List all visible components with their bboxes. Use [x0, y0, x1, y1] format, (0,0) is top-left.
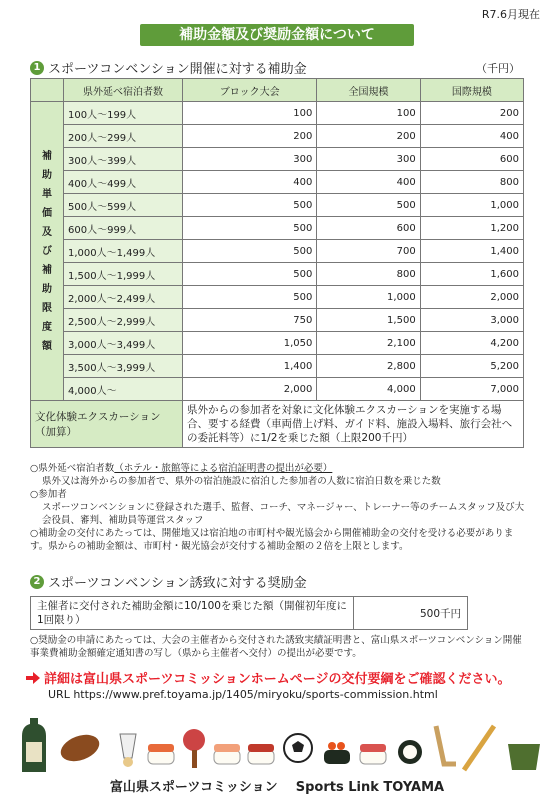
- footer-org-jp: 富山県スポーツコミッション: [109, 780, 278, 795]
- incentive-label: 主催者に交付された補助金額に10/100を乗じた額（開催初年度に1回限り）: [31, 597, 354, 630]
- subsidy-table: [30, 78, 524, 448]
- block-cell: 500: [183, 194, 317, 217]
- excursion-body: 県外からの参加者を対象に文化体験エクスカーションを実施する場合、要する経費（車両借上げ料、ガイド料、施設入場料、旅行会社への委託料等）に1/2を乗じた額（上限200千円）: [183, 401, 524, 448]
- roe-sushi-icon: [324, 742, 350, 764]
- section2-title: スポーツコンベンション誘致に対する奨励金: [48, 576, 307, 591]
- international-cell: 600: [420, 148, 523, 171]
- note1-underline: （ホテル・旅館等による宿泊証明書の提出が必要）: [114, 463, 333, 474]
- hockey-stick-icon: [436, 726, 456, 764]
- range-cell: 3,500人～3,999人: [64, 355, 183, 378]
- block-cell: 1,400: [183, 355, 317, 378]
- table-row: [31, 355, 524, 378]
- national-cell: 100: [317, 102, 420, 125]
- soccer-ball-icon: [284, 734, 312, 762]
- national-cell: 300: [317, 148, 420, 171]
- block-cell: 400: [183, 171, 317, 194]
- international-cell: 4,200: [420, 332, 523, 355]
- national-cell: 1,500: [317, 309, 420, 332]
- note3: ○補助金の交付にあたっては、開催地又は宿泊地の市町村や観光協会から開催補助金の交付を受ける必要があります。県からの補助金額は、市町村・観光協会が交付する補助金額の２倍を上限とします。: [30, 528, 514, 552]
- block-cell: 500: [183, 217, 317, 240]
- shuttlecock-icon: [120, 734, 136, 767]
- table-row: [31, 332, 524, 355]
- table-row: [31, 125, 524, 148]
- table-row: [31, 240, 524, 263]
- block-cell: 100: [183, 102, 317, 125]
- range-cell: 3,000人～3,499人: [64, 332, 183, 355]
- international-cell: 3,000: [420, 309, 523, 332]
- block-cell: 300: [183, 148, 317, 171]
- sake-bottle-icon: [22, 718, 46, 772]
- block-cell: 500: [183, 240, 317, 263]
- excursion-row: [31, 401, 524, 448]
- maki-sushi-icon: [398, 740, 422, 764]
- national-cell: 700: [317, 240, 420, 263]
- sushi-icon: [148, 744, 174, 764]
- cta-text: 詳細は富山県スポーツコミッションホームページの交付要綱をご確認ください。: [44, 672, 511, 687]
- table-row: [31, 286, 524, 309]
- international-cell: 7,000: [420, 378, 523, 401]
- excursion-label: 文化体験エクスカーション（加算）: [31, 401, 183, 448]
- block-cell: 200: [183, 125, 317, 148]
- sushi-icon: [360, 744, 386, 764]
- block-cell: 1,050: [183, 332, 317, 355]
- range-cell: 2,500人～2,999人: [64, 309, 183, 332]
- national-cell: 2,800: [317, 355, 420, 378]
- date-label: R7.6月現在: [481, 8, 540, 21]
- kendo-sword-icon: [464, 726, 494, 770]
- range-cell: 1,500人～1,999人: [64, 263, 183, 286]
- table-row: [31, 148, 524, 171]
- international-cell: 5,200: [420, 355, 523, 378]
- national-cell: 800: [317, 263, 420, 286]
- international-cell: 200: [420, 102, 523, 125]
- table-row: [31, 378, 524, 401]
- table-row: [31, 263, 524, 286]
- block-cell: 500: [183, 263, 317, 286]
- section2-heading: [30, 572, 307, 591]
- header-national: 全国規模: [317, 79, 420, 102]
- range-cell: 200人～299人: [64, 125, 183, 148]
- table-row: [31, 102, 524, 125]
- block-cell: 750: [183, 309, 317, 332]
- table-row: [31, 171, 524, 194]
- block-cell: 500: [183, 286, 317, 309]
- rugby-ball-icon: [57, 730, 103, 766]
- range-cell: 1,000人～1,499人: [64, 240, 183, 263]
- section1-number: 1: [30, 61, 44, 75]
- cta: [26, 668, 510, 687]
- header-international: 国際規模: [420, 79, 523, 102]
- ping-pong-paddle-icon: [183, 729, 205, 768]
- international-cell: 1,600: [420, 263, 523, 286]
- section1-heading: [30, 58, 307, 77]
- national-cell: 200: [317, 125, 420, 148]
- header-block: ブロック大会: [183, 79, 317, 102]
- block-cell: 2,000: [183, 378, 317, 401]
- sushi-icon: [248, 744, 274, 764]
- sports-food-illustration: [8, 714, 546, 776]
- national-cell: 4,000: [317, 378, 420, 401]
- notes: [30, 462, 528, 553]
- range-cell: 2,000人～2,499人: [64, 286, 183, 309]
- international-cell: 800: [420, 171, 523, 194]
- header-guests: 県外延べ宿泊者数: [64, 79, 183, 102]
- note1-body: 県外又は海外からの参加者で、県外の宿泊施設に宿泊した参加者の人数に宿泊日数を乗じた数: [42, 476, 441, 487]
- note2-head: ○参加者: [30, 489, 67, 500]
- range-cell: 500人～599人: [64, 194, 183, 217]
- page-title: 補助金額及び奨励金額について: [140, 24, 414, 46]
- sushi-icon: [214, 744, 240, 764]
- footer: [0, 776, 554, 800]
- incentive-value: 500千円: [354, 597, 468, 630]
- national-cell: 600: [317, 217, 420, 240]
- national-cell: 400: [317, 171, 420, 194]
- range-cell: 300人～399人: [64, 148, 183, 171]
- international-cell: 1,000: [420, 194, 523, 217]
- range-cell: 400人～499人: [64, 171, 183, 194]
- incentive-table: [30, 596, 468, 630]
- tea-cup-icon: [508, 744, 540, 770]
- international-cell: 1,400: [420, 240, 523, 263]
- arrow-right-icon: [26, 672, 40, 684]
- section2-number: 2: [30, 575, 44, 589]
- note1-head: ○県外延べ宿泊者数: [30, 463, 115, 474]
- range-cell: 600人～999人: [64, 217, 183, 240]
- national-cell: 2,100: [317, 332, 420, 355]
- table-row: [31, 194, 524, 217]
- range-cell: 100人～199人: [64, 102, 183, 125]
- incentive-note: [30, 634, 528, 660]
- incentive-note-text: ○奨励金の申請にあたっては、大会の主催者から交付された誘致実績証明書と、富山県スポーツコンベンション開催事業費補助金額確定通知書の写し（県から主催者へ交付）の提出が必要です。: [30, 635, 522, 659]
- footer-org-en: Sports Link TOYAMA: [295, 780, 445, 795]
- national-cell: 500: [317, 194, 420, 217]
- table-header-row: [31, 79, 524, 102]
- national-cell: 1,000: [317, 286, 420, 309]
- note2-body: スポーツコンベンションに登録された選手、監督、コーチ、マネージャー、トレーナー等のチームスタッフ及び大会役員、審判、補助員等運営スタッフ: [42, 502, 525, 526]
- range-cell: 4,000人～: [64, 378, 183, 401]
- international-cell: 400: [420, 125, 523, 148]
- table-row: [31, 309, 524, 332]
- section1-title: スポーツコンベンション開催に対する補助金: [48, 62, 307, 77]
- international-cell: 2,000: [420, 286, 523, 309]
- url-link[interactable]: URL https://www.pref.toyama.jp/1405/miryoku/sports-commission.html: [48, 688, 438, 701]
- international-cell: 1,200: [420, 217, 523, 240]
- unit-label: （千円）: [476, 62, 520, 75]
- table-row: [31, 217, 524, 240]
- category-label: 補 助 単 価 及 び 補 助 限 度 額: [31, 102, 64, 401]
